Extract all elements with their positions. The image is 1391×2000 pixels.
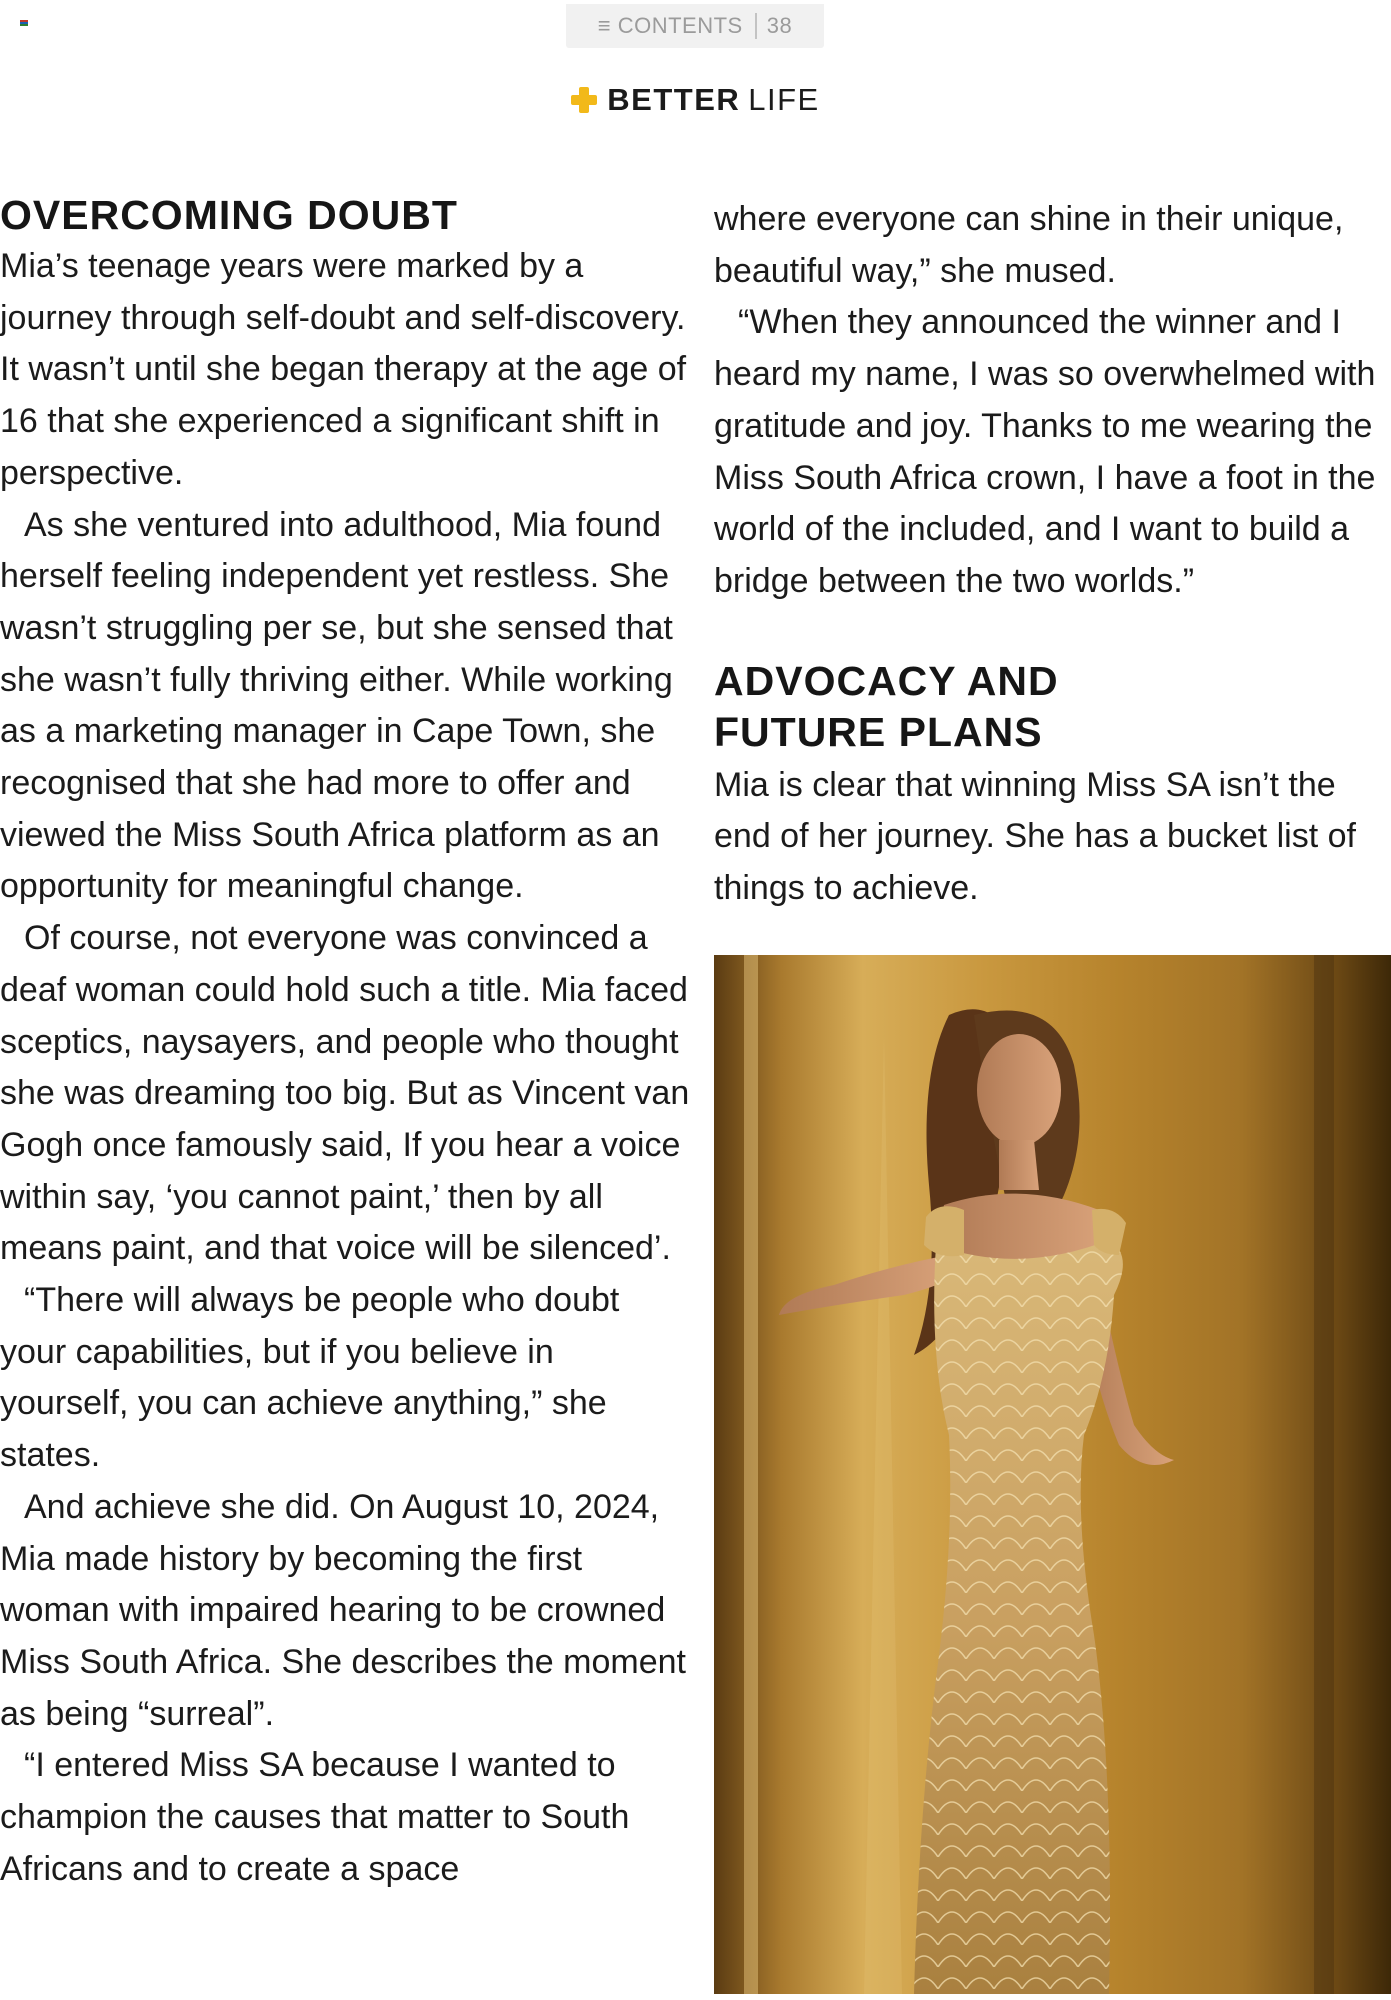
flag-icon [20,20,28,26]
paragraph: Mia’s teenage years were marked by a journey through self-doubt and self-discovery. It wasn’t until she began therapy at the age of 16 that she experienced a significant shift in perspective. [0,247,687,492]
paragraph: As she ventured into adulthood, Mia found herself feeling independent yet restless. She wasn’t struggling per se, but she sensed that she wasn’t fully thriving either. While working as a marketing manager in Cape Town, she recognised that she had more to offer and viewed the Miss South Africa platform as an opportunity for meaningful change. [0,505,673,906]
section-label-bold: BETTER [607,82,741,117]
plus-icon [571,87,597,113]
article-column-right [714,194,1391,915]
photo-woman-in-gold-gown [714,955,1391,1994]
page-number: 38 [766,13,793,38]
paragraph: “I entered Miss SA because I wanted to champion the causes that matter to South Africans and to create a space [0,1746,630,1888]
photo-illustration [714,955,1391,1994]
contents-label: ≡ CONTENTS [597,13,743,38]
heading-advocacy: ADVOCACY AND FUTURE PLANS [714,657,1059,755]
divider [755,13,757,39]
paragraph: “When they announced the winner and I heard my name, I was so overwhelmed with gratitude and joy. Thanks to me wearing the Miss South Africa crown, I have a foot in the world of the included, and I want to build a bridge between the two worlds.” [714,303,1376,600]
heading-overcoming-doubt: OVERCOMING DOUBT [0,192,458,238]
article-column-left [0,190,690,1896]
paragraph: Of course, not everyone was convinced a deaf woman could hold such a title. Mia faced sceptics, naysayers, and people who thought she was dreaming too big. But as Vincent van Gogh once famously said, If you hear a voice within say, ‘you cannot paint,’ then by all means paint, and that voice will be silenced’. [0,919,690,1268]
paragraph: “There will always be people who doubt your capabilities, but if you believe in yourself, you can achieve anything,” she states. [0,1281,620,1475]
contents-tab[interactable] [566,4,824,48]
section-header [0,82,1391,118]
paragraph: where everyone can shine in their unique, beautiful way,” she mused. [714,200,1344,290]
paragraph: And achieve she did. On August 10, 2024, Mia made history by becoming the first woman with impaired hearing to be crowned Miss South Africa. She describes the moment as being “surreal”. [0,1487,686,1733]
paragraph: Mia is clear that winning Miss SA isn’t the end of her journey. She has a bucket list of things to achieve. [714,765,1356,908]
section-label-regular: LIFE [748,82,820,117]
